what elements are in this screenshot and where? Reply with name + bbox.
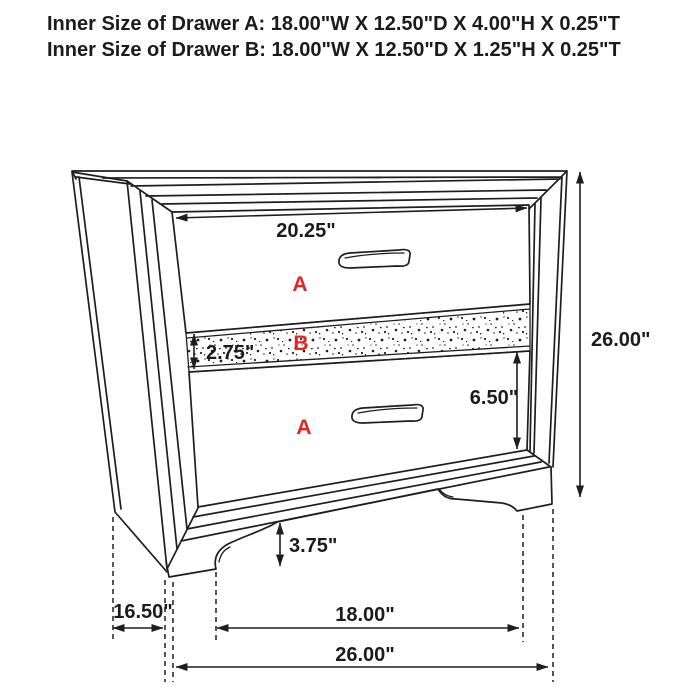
overall-height-label: 26.00": [591, 329, 651, 351]
lower-drawer-height-label: 6.50": [469, 387, 519, 409]
bottom-drawer-handle: [352, 405, 423, 423]
top-drawer-handle: [339, 250, 410, 268]
middle-drawer-height-label: 2.75": [206, 342, 255, 364]
spec-line-drawer-b: Inner Size of Drawer B: 18.00"W X 12.50"D X 1.25"H X 0.25"T: [47, 39, 621, 61]
overall-width-label: 26.00": [335, 644, 395, 666]
drawer-b-label: B: [293, 332, 309, 355]
side-panel: [72, 172, 167, 572]
drawer-a-top-label: A: [292, 273, 308, 296]
side-depth-label: 16.50": [113, 601, 173, 623]
leg-height-label: 3.75": [289, 535, 338, 557]
drawer-a-bottom-face: [189, 351, 530, 507]
spec-line-drawer-a: Inner Size of Drawer A: 18.00"W X 12.50"D X 4.00"H X 0.25"T: [47, 13, 620, 35]
leg-span-label: 18.00": [335, 604, 395, 626]
drawer-a-bottom-label: A: [296, 416, 312, 439]
inner-width-label: 20.25": [276, 220, 336, 242]
